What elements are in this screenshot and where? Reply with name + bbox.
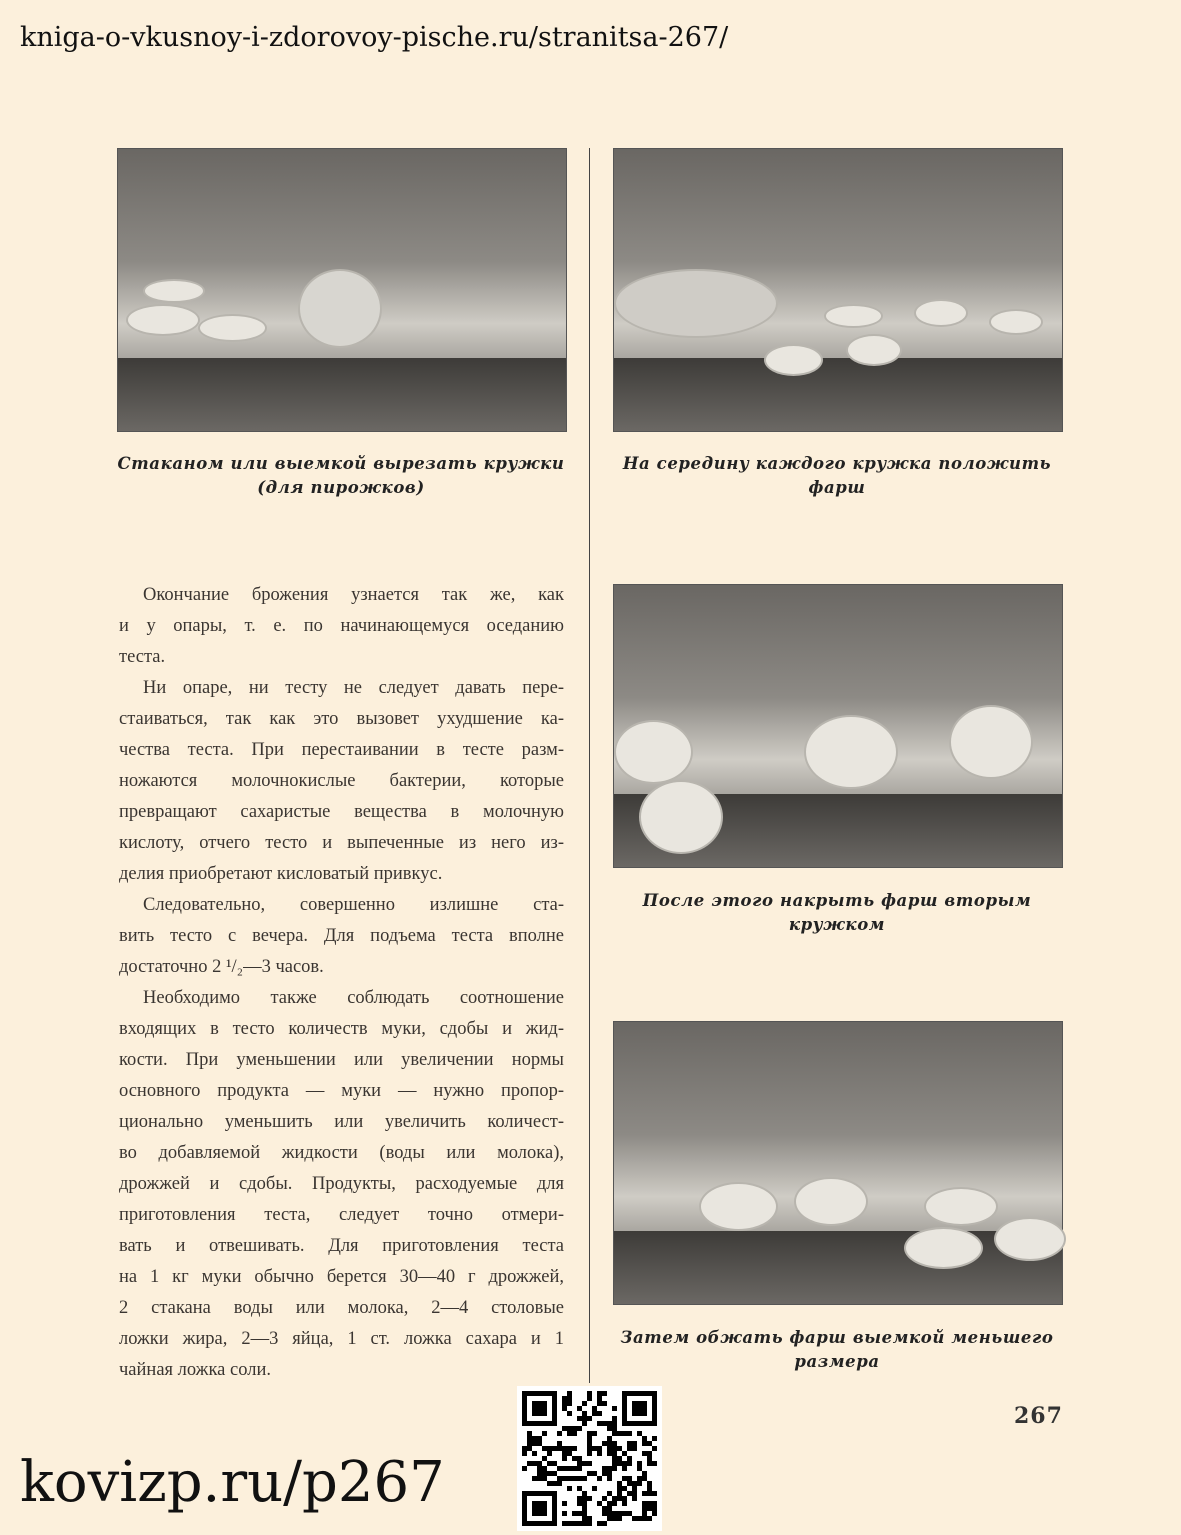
body-line: 2 стакана воды или молока, 2—4 столовые <box>119 1298 564 1318</box>
body-line: чества теста. При перестаивании в тесте разм- <box>119 740 564 760</box>
body-line: кости. При уменьшении или увеличении нормы <box>119 1050 564 1070</box>
caption-2 <box>613 452 1061 500</box>
body-line: дрожжей и сдобы. Продукты, расходуемые для <box>119 1174 564 1194</box>
photo-pressing-filling <box>613 1021 1063 1305</box>
photo-covering-filling <box>613 584 1063 868</box>
body-line: во добавляемой жидкости (воды или молока), <box>119 1143 564 1163</box>
column-divider <box>589 148 590 1383</box>
body-line: Необходимо также соблюдать соотношение <box>143 988 564 1008</box>
body-line: достаточно 2 ¹/₂—3 часов. <box>119 957 324 977</box>
body-text <box>119 580 564 1386</box>
photo-cutting-circles <box>117 148 567 432</box>
body-line: Ни опаре, ни тесту не следует давать пере- <box>143 678 564 698</box>
body-line: на 1 кг муки обычно берется 30—40 г дрожжей, <box>119 1267 564 1287</box>
body-line: Окончание брожения узнается так же, как <box>143 585 564 605</box>
body-line: делия приобретают кисловатый привкус. <box>119 864 443 884</box>
body-line: Следовательно, совершенно излишне ста- <box>143 895 564 915</box>
page-url: kniga-o-vkusnoy-i-zdorovoy-pische.ru/stranitsa-267/ <box>20 22 729 53</box>
caption-4 <box>613 1326 1061 1374</box>
body-line: ножаются молочнокислые бактерии, которые <box>119 771 564 791</box>
caption-line: размера <box>794 1352 880 1371</box>
photo-placing-filling <box>613 148 1063 432</box>
caption-line: Стаканом или выемкой вырезать кружки <box>117 454 565 473</box>
body-line: и у опары, т. е. по начинающемуся оседанию <box>119 616 564 636</box>
body-line: чайная ложка соли. <box>119 1360 271 1380</box>
body-line: входящих в тесто количеств муки, сдобы и жид- <box>119 1019 564 1039</box>
qr-code <box>517 1386 662 1531</box>
page-number: 267 <box>1014 1403 1063 1429</box>
caption-line: фарш <box>808 478 866 497</box>
short-url: kovizp.ru/p267 <box>20 1450 445 1515</box>
caption-1 <box>117 452 565 500</box>
body-line: теста. <box>119 647 166 667</box>
body-line: вить тесто с вечера. Для подъема теста вполне <box>119 926 564 946</box>
caption-line: (для пирожков) <box>257 478 425 497</box>
body-line: ционально уменьшить или увеличить количест- <box>119 1112 564 1132</box>
body-line: основного продукта — муки — нужно пропор- <box>119 1081 564 1101</box>
body-line: приготовления теста, следует точно отмери- <box>119 1205 564 1225</box>
body-line: превращают сахаристые вещества в молочную <box>119 802 564 822</box>
body-line: вать и отвешивать. Для приготовления теста <box>119 1236 564 1256</box>
caption-line: Затем обжать фарш выемкой меньшего <box>620 1328 1054 1347</box>
caption-3 <box>613 889 1061 937</box>
caption-line: На середину каждого кружка положить <box>622 454 1052 473</box>
body-line: кислоту, отчего тесто и выпеченные из него из- <box>119 833 564 853</box>
body-line: ложки жира, 2—3 яйца, 1 ст. ложка сахара и 1 <box>119 1329 564 1349</box>
caption-line: После этого накрыть фарш вторым <box>642 891 1032 910</box>
caption-line: кружком <box>788 915 886 934</box>
body-line: стаиваться, так как это вызовет ухудшение ка- <box>119 709 564 729</box>
